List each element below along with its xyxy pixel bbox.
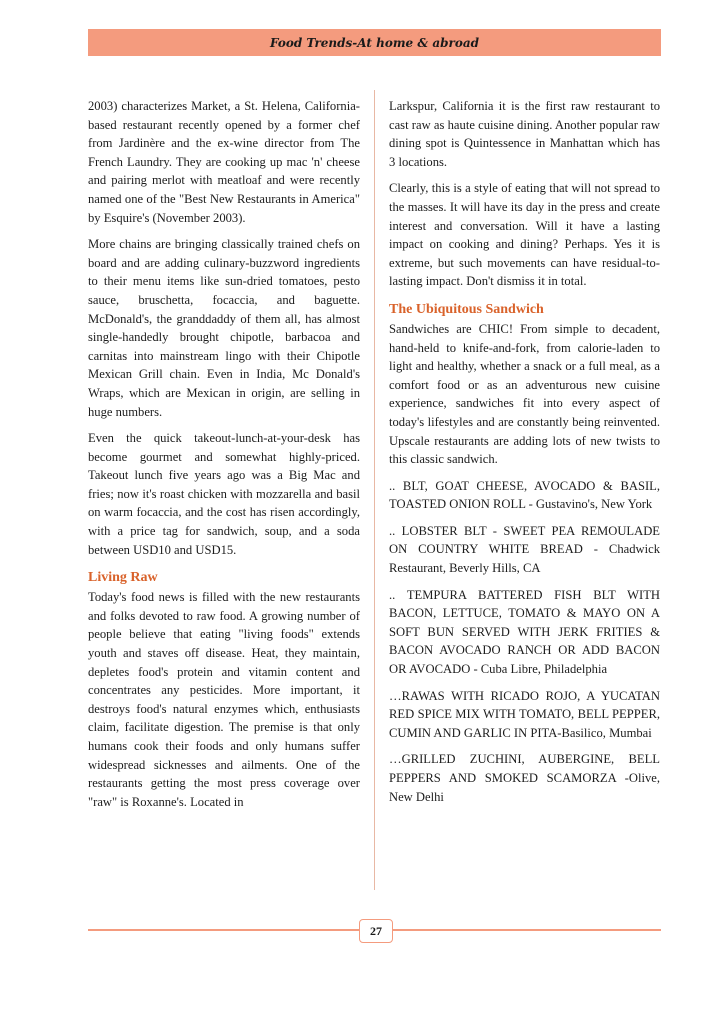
paragraph: Sandwiches are CHIC! From simple to decadent, hand-held to knife-and-fork, from calorie-laden to light and healthy, whether a snack or a full meal, as a comfort food or as an adventurous new cuisine experience, sandwiches fit into every aspect of today's lifestyles and are constantly being reinvented. Upscale restaurants are adding lots of new twists to this classic sandwich.	[389, 321, 660, 467]
paragraph: More chains are bringing classically trained chefs on board and are adding culinary-buzzword ingredients to their menu items like sun-dried tomatoes, pesto sauce, bruschetta, focaccia, and baguette. McDonald's, the granddaddy of them all, has almost single-handedly brought chipotle, barbacoa and carnitas into mainstream lingo with their Chipotle Mexican Grill chain. Even in India, Mc Donald's Wraps, which are Mexican in origin, are selling in huge numbers.	[88, 237, 360, 419]
page-number-text: 27	[370, 923, 382, 938]
paragraph: Larkspur, California it is the first raw restaurant to cast raw as haute cuisine dining. Another popular raw dining spot is Quintessence in Manhattan which has 3 locations.	[389, 99, 660, 169]
column-divider	[374, 90, 375, 890]
running-header-title: Food Trends-At home & abroad	[269, 35, 480, 50]
paragraph: Even the quick takeout-lunch-at-your-desk has become gourmet and somewhat highly-priced. Takeout lunch five years ago was a Big Mac and fries; now it's roast chicken with mozzarella and basil on warm focaccia, and the cost has risen accordingly, with a price tag for sandwich, soup, and a soda between USD10 and USD15.	[88, 431, 360, 557]
right-column	[389, 97, 660, 814]
sandwich-item: …GRILLED ZUCHINI, AUBERGINE, BELL PEPPERS AND SMOKED SCAMORZA -Olive, New Delhi	[389, 752, 660, 804]
header-band	[88, 29, 661, 56]
section-heading-living-raw: Living Raw	[88, 570, 158, 586]
paragraph: Clearly, this is a style of eating that will not spread to the masses. It will have its day in the press and create interest and conversation. Will it have a lasting impact on cooking and dining? Perhaps. Yes it is extreme, but such movements can have residual-to-lasting impact. Don't dismiss it in total.	[389, 181, 660, 289]
sandwich-item: …RAWAS WITH RICADO ROJO, A YUCATAN RED SPICE MIX WITH TOMATO, BELL PEPPER, CUMIN AND GARLIC IN PITA-Basilico, Mumbai	[389, 688, 660, 740]
sandwich-item: .. LOBSTER BLT - SWEET PEA REMOULADE ON COUNTRY WHITE BREAD - Chadwick Restaurant, Beverly Hills, CA	[389, 523, 660, 576]
sandwich-item: .. BLT, GOAT CHEESE, AVOCADO & BASIL, TOASTED ONION ROLL - Gustavino's, New York	[389, 478, 660, 512]
paragraph: Today's food news is filled with the new restaurants and folks devoted to raw food. A growing number of people believe that eating "living foods" extends youth and staves off disease. Heat, they maintain, depletes food's protein and vitamin content and concentrates any pesticides. More important, it destroys food's natural enzymes which, enthusiasts claim, facilitate digestion. The premise is that only humans cook their foods and only humans suffer widespread sicknesses and ailments. One of the restaurants getting the most press coverage over "raw" is Roxanne's. Located in	[88, 590, 360, 809]
page-number	[359, 919, 393, 943]
sandwich-item: .. TEMPURA BATTERED FISH BLT WITH BACON, LETTUCE, TOMATO & MAYO ON A SOFT BUN SERVED WITH JERK FRITIES & BACON AVOCADO RANCH OR ADD BACON OR AVOCADO - Cuba Libre, Philadelphia	[389, 587, 660, 677]
section-heading-sandwich: The Ubiquitous Sandwich	[389, 301, 544, 317]
left-column	[88, 97, 360, 819]
paragraph: 2003) characterizes Market, a St. Helena, California-based restaurant recently opened by a former chef from Jardinère and the ex-wine director from The French Laundry. They are cooking up mac 'n' cheese and pairing merlot with meatloaf and were recently named one of the "Best New Restaurants in America" by Esquire's (November 2003).	[88, 99, 360, 225]
